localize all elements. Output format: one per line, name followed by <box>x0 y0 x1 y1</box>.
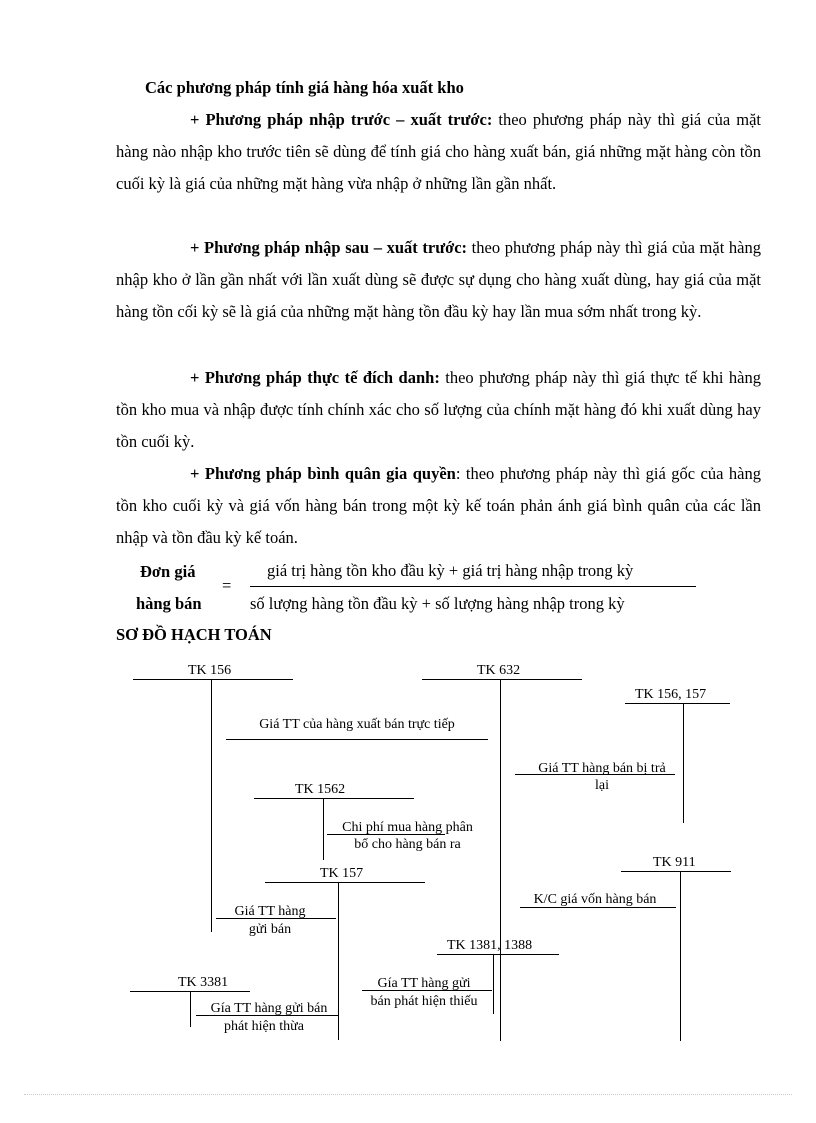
note-ban-bi-tra-lai-2: lại <box>595 778 609 793</box>
note-phat-hien-thieu-1: Gía TT hàng gửi <box>377 976 471 991</box>
paragraph-lifo-title: + Phương pháp nhập sau – xuất trước: <box>190 238 468 257</box>
paragraph-lifo <box>116 232 761 328</box>
paragraph-lifo-text: theo phương pháp này thì giá của mặt hàng nhập kho ở lần gần nhất với lần xuất dùng sẽ được sự dụng cho hàng xuất dùng, hay giá của mặt hàng tồn cối kỳ sẽ là giá của những mặt hàng tồn đầu kỳ hay lần mua sớm nhất trong kỳ. <box>116 238 761 321</box>
note-gui-ban-2: gửi bán <box>248 922 292 937</box>
account-tk-156-157: TK 156, 157 <box>635 687 707 702</box>
tk-1562-header-line <box>254 798 414 799</box>
account-tk-911: TK 911 <box>653 855 696 870</box>
tk-1381-1388-axis <box>493 954 494 1014</box>
note-xuat-ban-truc-tiep: Giá TT của hàng xuất bán trực tiếp <box>259 717 455 732</box>
note-phat-hien-thua-2: phát hiện thừa <box>224 1019 304 1034</box>
account-tk-156: TK 156 <box>188 663 232 678</box>
paragraph-weighted-average <box>116 458 761 554</box>
formula-label-line2: hàng bán <box>136 594 202 613</box>
account-tk-157: TK 157 <box>320 866 364 881</box>
tk-3381-axis <box>190 991 191 1027</box>
formula-equals: = <box>222 576 232 595</box>
paragraph-weighted-text: : theo phương pháp này thì giá gốc của hàng tồn kho cuối kỳ và giá vốn hàng bán trong một kỳ kế toán phản ánh giá bình quân của các lần nhập và tồn đầu kỳ kế toán. <box>116 464 762 547</box>
line-kc-gia-von <box>520 907 676 908</box>
tk-156-axis <box>211 679 212 932</box>
note-phat-hien-thua-1: Gía TT hàng gửi bán <box>210 1001 328 1016</box>
paragraph-weighted-title: + Phương pháp bình quân gia quyền <box>190 464 456 483</box>
tk-632-axis <box>500 679 501 1041</box>
page-footer-rule <box>24 1094 792 1095</box>
tk-1381-1388-header-line <box>437 954 559 955</box>
tk-632-header-line <box>422 679 582 680</box>
formula-label-line1: Đơn giá <box>140 562 196 581</box>
paragraph-specific-text: theo phương pháp này thì giá thực tế khi hàng tồn kho mua và nhập được tính chính xác cho số lượng của chính mặt hàng đó khi xuất dùng hay tồn cuối kỳ. <box>116 368 761 451</box>
note-phat-hien-thieu-2: bán phát hiện thiếu <box>370 994 478 1009</box>
line-phat-hien-thua <box>196 1015 338 1016</box>
note-chi-phi-mua-2: bổ cho hàng bán ra <box>354 837 461 852</box>
tk-1562-axis <box>323 798 324 860</box>
line-gui-ban <box>216 918 336 919</box>
line-phat-hien-thieu <box>362 990 492 991</box>
note-ban-bi-tra-lai-1: Giá TT hàng bán bị trả <box>538 761 666 776</box>
line-ban-bi-tra-lai <box>515 774 675 775</box>
line-chi-phi-mua <box>327 834 445 835</box>
note-gui-ban-1: Giá TT hàng <box>234 904 306 919</box>
account-tk-1381-1388: TK 1381, 1388 <box>447 938 533 953</box>
account-tk-1562: TK 1562 <box>295 782 346 797</box>
formula-denominator: số lượng hàng tồn đầu kỳ + số lượng hàng nhập trong kỳ <box>250 594 625 613</box>
account-tk-3381: TK 3381 <box>178 975 229 990</box>
tk-911-header-line <box>621 871 731 872</box>
tk-911-axis <box>680 871 681 1041</box>
paragraph-fifo-title: + Phương pháp nhập trước – xuất trước: <box>190 110 493 129</box>
formula-fraction-bar <box>250 586 696 587</box>
paragraph-fifo <box>116 104 761 200</box>
account-tk-632: TK 632 <box>477 663 521 678</box>
tk-156-header-line <box>133 679 293 680</box>
tk-156-157-header-line <box>625 703 730 704</box>
formula-numerator: giá trị hàng tồn kho đầu kỳ + giá trị hàng nhập trong kỳ <box>267 561 634 580</box>
diagram-title: SƠ ĐỒ HẠCH TOÁN <box>116 625 272 644</box>
section-heading: Các phương pháp tính giá hàng hóa xuất kho <box>145 78 464 97</box>
paragraph-specific-identification <box>116 362 761 458</box>
note-chi-phi-mua-1: Chi phí mua hàng phân <box>342 820 473 835</box>
paragraph-fifo-text: theo phương pháp này thì giá của mặt hàng nào nhập kho trước tiên sẽ dùng để tính giá cho hàng xuất bán, giá những mặt hàng còn tồn cuối kỳ là giá của những mặt hàng vừa nhập ở những lần gần nhất. <box>116 110 761 193</box>
line-xuat-ban-truc-tiep <box>226 739 488 740</box>
tk-157-header-line <box>265 882 425 883</box>
paragraph-specific-title: + Phương pháp thực tế đích danh: <box>190 368 440 387</box>
note-kc-gia-von: K/C giá vốn hàng bán <box>533 892 657 907</box>
